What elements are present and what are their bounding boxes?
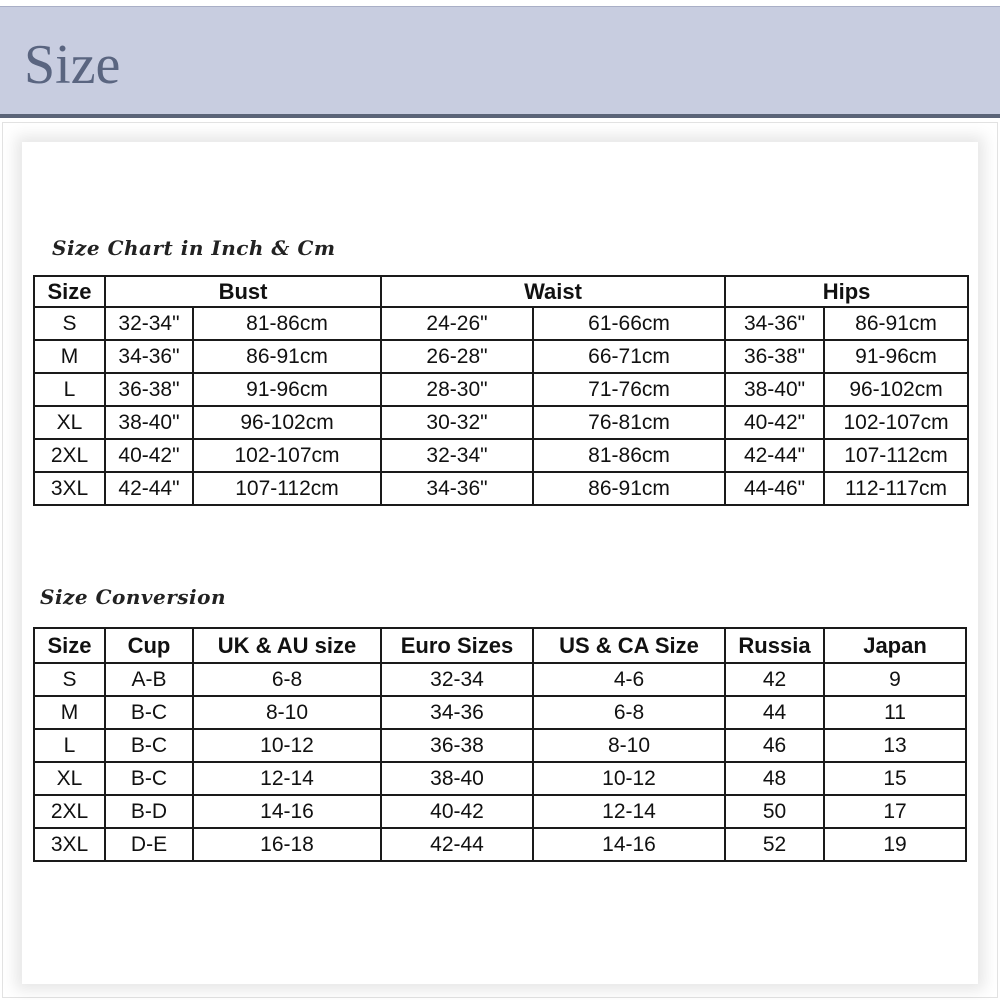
table-row — [34, 406, 968, 439]
table-header-row — [34, 628, 966, 663]
table-row — [34, 795, 966, 828]
table-cell: M — [34, 696, 105, 729]
table-cell: M — [34, 340, 105, 373]
table-cell: D-E — [105, 828, 193, 861]
table-cell: 42-44 — [381, 828, 533, 861]
table-cell: 19 — [824, 828, 966, 861]
table-header-cell: Cup — [105, 628, 193, 663]
table-cell: 3XL — [34, 472, 105, 505]
header-waist: Waist — [381, 276, 725, 307]
table-cell: B-C — [105, 729, 193, 762]
table-header-cell: UK & AU size — [193, 628, 381, 663]
table-row — [34, 439, 968, 472]
table-cell: 15 — [824, 762, 966, 795]
table-header-cell: Size — [34, 628, 105, 663]
table-cell: 102-107cm — [193, 439, 381, 472]
table-row — [34, 762, 966, 795]
header-hips: Hips — [725, 276, 968, 307]
table-cell: 10-12 — [533, 762, 725, 795]
table-row — [34, 828, 966, 861]
table-cell: 34-36" — [105, 340, 193, 373]
table-cell: B-D — [105, 795, 193, 828]
table-cell: 112-117cm — [824, 472, 968, 505]
table-cell: 6-8 — [533, 696, 725, 729]
table-header-cell: Japan — [824, 628, 966, 663]
table-cell: XL — [34, 406, 105, 439]
table-cell: S — [34, 307, 105, 340]
table-cell: 11 — [824, 696, 966, 729]
table-cell: 8-10 — [193, 696, 381, 729]
table-cell: 38-40 — [381, 762, 533, 795]
table-cell: 10-12 — [193, 729, 381, 762]
table-cell: 50 — [725, 795, 824, 828]
table-cell: 61-66cm — [533, 307, 725, 340]
table-cell: 44 — [725, 696, 824, 729]
table-cell: 36-38 — [381, 729, 533, 762]
table-cell: 13 — [824, 729, 966, 762]
table-cell: 4-6 — [533, 663, 725, 696]
table-cell: 107-112cm — [824, 439, 968, 472]
table-cell: 96-102cm — [193, 406, 381, 439]
table-row — [34, 307, 968, 340]
table-cell: B-C — [105, 696, 193, 729]
size-conversion-title: Size Conversion — [40, 585, 227, 609]
size-chart-title: Size Chart in Inch & Cm — [52, 236, 336, 260]
table-cell: 96-102cm — [824, 373, 968, 406]
size-chart-table — [33, 275, 969, 506]
table-cell: 14-16 — [193, 795, 381, 828]
table-cell: 46 — [725, 729, 824, 762]
table-cell: 42-44" — [725, 439, 824, 472]
table-cell: L — [34, 729, 105, 762]
table-cell: 34-36 — [381, 696, 533, 729]
table-cell: 36-38" — [725, 340, 824, 373]
table-cell: 26-28" — [381, 340, 533, 373]
table-cell: S — [34, 663, 105, 696]
table-cell: 32-34 — [381, 663, 533, 696]
table-row — [34, 663, 966, 696]
table-cell: 86-91cm — [193, 340, 381, 373]
page-title: Size — [24, 34, 121, 96]
table-cell: 86-91cm — [533, 472, 725, 505]
table-header-cell: Euro Sizes — [381, 628, 533, 663]
table-cell: B-C — [105, 762, 193, 795]
table-cell: 76-81cm — [533, 406, 725, 439]
header-bust: Bust — [105, 276, 381, 307]
table-cell: 2XL — [34, 439, 105, 472]
table-cell: 102-107cm — [824, 406, 968, 439]
table-header-cell: Russia — [725, 628, 824, 663]
table-cell: XL — [34, 762, 105, 795]
header-size: Size — [34, 276, 105, 307]
table-cell: 107-112cm — [193, 472, 381, 505]
table-cell: 71-76cm — [533, 373, 725, 406]
table-cell: 3XL — [34, 828, 105, 861]
table-row — [34, 729, 966, 762]
table-cell: 17 — [824, 795, 966, 828]
table-cell: 9 — [824, 663, 966, 696]
table-cell: 2XL — [34, 795, 105, 828]
table-cell: 24-26" — [381, 307, 533, 340]
table-cell: 12-14 — [193, 762, 381, 795]
table-cell: 32-34" — [105, 307, 193, 340]
table-cell: A-B — [105, 663, 193, 696]
table-row — [34, 472, 968, 505]
table-cell: 91-96cm — [824, 340, 968, 373]
table-cell: 38-40" — [725, 373, 824, 406]
table-cell: 38-40" — [105, 406, 193, 439]
table-header-row — [34, 276, 968, 307]
table-cell: 28-30" — [381, 373, 533, 406]
table-cell: 81-86cm — [533, 439, 725, 472]
table-row — [34, 340, 968, 373]
table-cell: 66-71cm — [533, 340, 725, 373]
table-row — [34, 696, 966, 729]
table-cell: 44-46" — [725, 472, 824, 505]
table-cell: 16-18 — [193, 828, 381, 861]
table-row — [34, 373, 968, 406]
table-cell: 86-91cm — [824, 307, 968, 340]
table-cell: 6-8 — [193, 663, 381, 696]
size-conversion-table — [33, 627, 967, 862]
table-cell: 40-42 — [381, 795, 533, 828]
table-cell: 36-38" — [105, 373, 193, 406]
table-cell: 52 — [725, 828, 824, 861]
table-cell: 34-36" — [725, 307, 824, 340]
table-cell: 32-34" — [381, 439, 533, 472]
table-cell: 40-42" — [105, 439, 193, 472]
table-cell: 8-10 — [533, 729, 725, 762]
page-header — [0, 6, 1000, 118]
table-cell: 40-42" — [725, 406, 824, 439]
table-cell: 30-32" — [381, 406, 533, 439]
table-cell: 48 — [725, 762, 824, 795]
table-cell: 91-96cm — [193, 373, 381, 406]
table-cell: L — [34, 373, 105, 406]
table-cell: 42 — [725, 663, 824, 696]
table-cell: 34-36" — [381, 472, 533, 505]
table-cell: 42-44" — [105, 472, 193, 505]
table-header-cell: US & CA Size — [533, 628, 725, 663]
table-cell: 81-86cm — [193, 307, 381, 340]
table-cell: 14-16 — [533, 828, 725, 861]
table-cell: 12-14 — [533, 795, 725, 828]
